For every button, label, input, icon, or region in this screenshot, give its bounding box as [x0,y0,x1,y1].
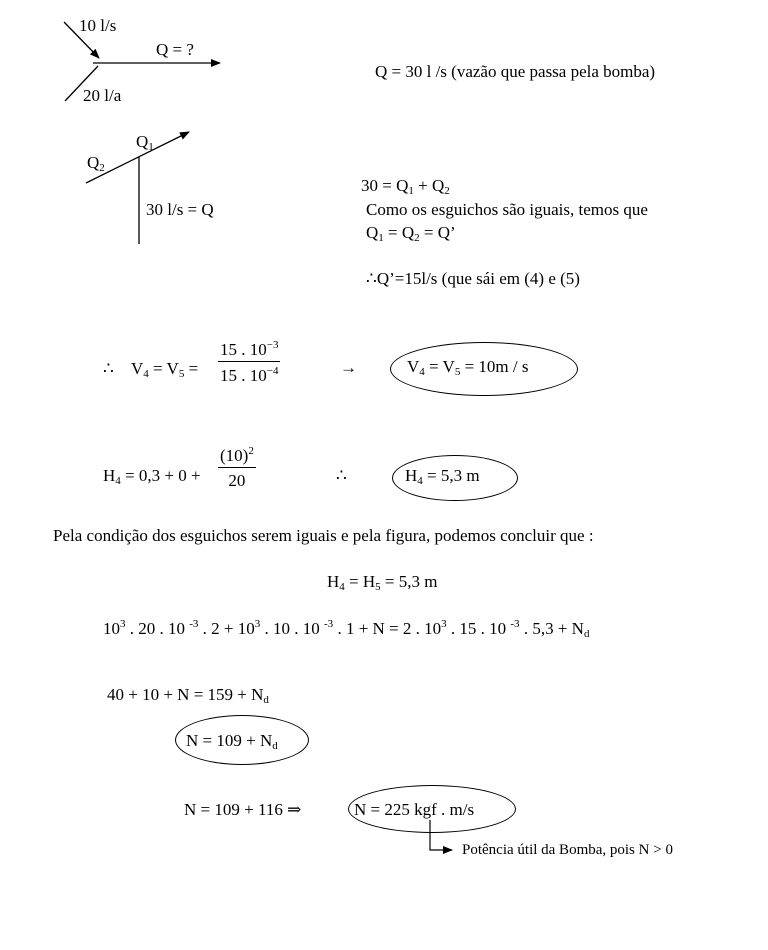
text-equal-nozzles: Como os esguichos são iguais, temos que [366,200,648,219]
velocity-denominator: 15 . $10^{-4}$ [220,365,279,385]
head-denominator: 20 [228,471,246,490]
head-fraction [218,446,256,489]
velocity-therefore: ∴ [103,359,114,378]
head-therefore: ∴ [336,466,347,485]
implies-arrow: → [340,358,357,377]
q2-label: $Q_2$ [87,153,105,174]
pump-flow-label: 30 l/s = Q [146,200,214,219]
statement-text: Pela condição dos esguichos serem iguais e pela figura, podemos concluir que : [53,526,594,545]
flow-conclusion: ∴Q’=15l/s (que sái em (4) e (5) [366,269,580,288]
velocity-result: $V_4 = V_5 = 10m / s$ [407,357,529,378]
q1-label: $Q_1$ [136,132,154,153]
outflow-label: Q = ? [156,40,194,59]
inflow-label-2: 20 l/a [83,86,122,105]
velocity-numerator: 15 . $10^{-3}$ [218,340,280,362]
eq-h4-h5: $H_4 = H_5 = 5,3$ m [327,572,438,593]
head-result: $H_4 = 5,3$ m [405,466,480,487]
inflow-label-1: 10 l/s [79,16,117,35]
velocity-fraction [218,340,280,384]
head-numerator: $(10)^2$ [218,446,256,468]
eq-n: $N = 109 + N_d$ [186,731,278,752]
velocity-lhs: $V_4 = V_5$ = [131,359,199,380]
eq-final-result: N = 225 kgf . m/s [354,800,475,819]
eq-energy-balance: $10^3$ . 20 . 10 $^{-3}$ . $2 + 10^3$ . 10 . 10 $^{-3}$ . 1 + N = 2 . $10^3$ . 15 . 10 $^{-3}$ . $5,3 + N_d$ [103,618,590,640]
head-lhs: $H_4 = 0,3 + 0$ + [103,466,201,487]
eq-flow-equal: $Q_1 = Q_2 = Q$’ [366,223,456,244]
pump-power-note: Potência útil da Bomba, pois N > 0 [462,842,673,858]
eq-final-lhs: N = 109 + 116 ⇒ [184,800,302,819]
eq-sum-n: $40 + 10 + N = 159 + N_d$ [107,685,269,706]
eq-flow-sum: $30 = Q_1 + Q_2$ [361,176,450,197]
pump-flow-result: Q = 30 l /s (vazão que passa pela bomba) [375,62,656,81]
